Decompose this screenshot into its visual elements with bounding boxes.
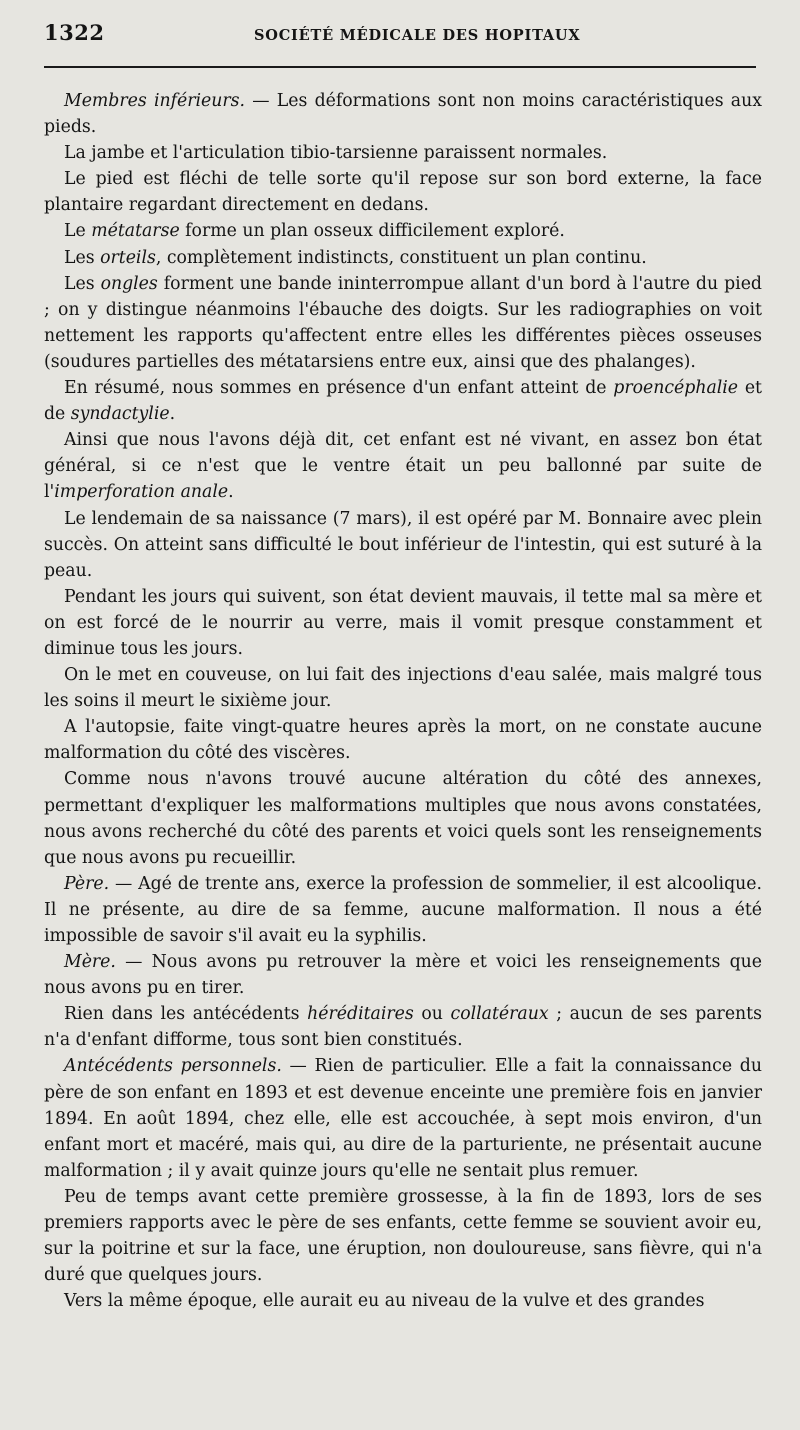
paragraph <box>44 166 762 218</box>
text-run: — Rien de particulier. Elle a fait la connaissance du père de son enfant en 1893 et est devenue enceinte une première fois en janvier 1894. En août 1894, chez elle, elle est accouchée, à sept mois environ, d'un enfant mort et macéré, mais qui, au dire de la parturiente, ne présentait aucune malformation ; il y avait quinze jours qu'elle ne sentait plus remuer. <box>44 1056 762 1181</box>
text-run: — Les déformations sont non moins caractéristiques aux pieds. <box>44 91 762 138</box>
italic-run: imperforation anale <box>54 482 229 503</box>
paragraph <box>44 871 762 949</box>
header-rule <box>44 66 756 68</box>
paragraph <box>44 88 762 140</box>
italic-run: proencéphalie <box>613 378 739 399</box>
paragraph <box>44 714 762 766</box>
running-head: SOCIÉTÉ MÉDICALE DES HOPITAUX <box>254 27 581 44</box>
text-run: . <box>169 404 176 425</box>
italic-run: Père. <box>64 873 110 894</box>
paragraph <box>44 1053 762 1183</box>
text-run: — Nous avons pu retrouver la mère et voici les renseignements que nous avons pu en tirer. <box>44 952 762 999</box>
text-run: Peu de temps avant cette première grossesse, à la fin de 1893, lors de ses premiers rapports avec le père de ses enfants, cette femme se souvient avoir eu, sur la poitrine et sur la face, une éruption, non douloureuse, sans fièvre, qui n'a duré que quelques jours. <box>44 1186 762 1286</box>
paragraph <box>44 140 762 166</box>
italic-run: Antécédents personnels. <box>64 1056 282 1077</box>
text-run: ; aucun de ses parents n'a d'enfant difforme, tous sont bien constitués. <box>44 1004 762 1051</box>
paragraph <box>44 506 762 584</box>
text-run: En résumé, nous sommes en présence d'un enfant atteint de <box>64 378 614 399</box>
body-text <box>44 88 762 1314</box>
italic-run: métatarse <box>91 221 180 242</box>
text-run: Le <box>64 221 92 242</box>
paragraph <box>44 662 762 714</box>
text-run: forment une bande ininterrompue allant d'un bord à l'autre du pied ; on y distingue néanmoins l'ébauche des doigts. Sur les radiographies on voit nettement les rapports qu'affectent entre elles les différentes pièces osseuses (soudures partielles des métatarsiens entre eux, ainsi que des phalanges). <box>44 273 762 372</box>
text-run: Les <box>64 273 101 294</box>
text-run: Les <box>64 247 101 268</box>
text-run: Pendant les jours qui suivent, son état devient mauvais, il tette mal sa mère et on est forcé de le nourrir au verre, mais il vomit presque constamment et diminue tous les jours. <box>44 586 762 659</box>
text-run: On le met en couveuse, on lui fait des injections d'eau salée, mais malgré tous les soins il meurt le sixième jour. <box>44 665 762 712</box>
text-run: — Agé de trente ans, exerce la profession de sommelier, il est alcoolique. Il ne présente, au dire de sa femme, aucune malformation. Il nous a été impossible de savoir s'il avait eu la syphilis. <box>44 873 762 946</box>
italic-run: Mère. <box>64 952 116 973</box>
paragraph <box>44 271 762 375</box>
text-run: Vers la même époque, elle aurait eu au niveau de la vulve et des grandes <box>64 1291 705 1312</box>
paragraph <box>44 1001 762 1053</box>
paragraph <box>44 1184 762 1288</box>
text-run: La jambe et l'articulation tibio-tarsienne paraissent normales. <box>64 143 608 164</box>
text-run: Le pied est fléchi de telle sorte qu'il repose sur son bord externe, la face plantaire regardant directement en dedans. <box>44 169 762 216</box>
text-run: Comme nous n'avons trouvé aucune altération du côté des annexes, permettant d'expliquer les malformations multiples que nous avons constatées, nous avons recherché du côté des parents et voici quels sont les renseignements que nous avons pu recueillir. <box>44 769 762 868</box>
page-number: 1322 <box>44 20 105 45</box>
text-run: Ainsi que nous l'avons déjà dit, cet enfant est né vivant, en assez bon état général, si ce n'est que le ventre était un peu ballonné par suite de l' <box>44 430 762 503</box>
paragraph <box>44 766 762 870</box>
text-run: Le lendemain de sa naissance (7 mars), il est opéré par M. Bonnaire avec plein succès. On atteint sans difficulté le bout inférieur de l'intestin, qui est suturé à la peau. <box>44 508 762 581</box>
text-run: et de <box>44 378 762 425</box>
paragraph <box>44 949 762 1001</box>
text-run: Rien dans les antécédents <box>64 1004 308 1025</box>
paragraph <box>44 1288 762 1314</box>
paragraph <box>44 245 762 271</box>
italic-run: orteils <box>100 247 156 268</box>
paragraph <box>44 375 762 427</box>
italic-run: syndactylie <box>70 404 170 425</box>
text-run: A l'autopsie, faite vingt-quatre heures après la mort, on ne constate aucune malformation du côté des viscères. <box>44 717 762 764</box>
italic-run: Membres inférieurs. <box>64 91 246 111</box>
page-header <box>44 18 756 58</box>
text-run: ou <box>413 1004 451 1025</box>
text-run: forme un plan osseux difficilement exploré. <box>179 221 565 242</box>
paragraph <box>44 584 762 662</box>
text-run: , complètement indistincts, constituent un plan continu. <box>155 247 647 268</box>
italic-run: collatéraux <box>450 1004 549 1025</box>
paragraph <box>44 427 762 505</box>
italic-run: héréditaires <box>307 1004 414 1025</box>
italic-run: ongles <box>100 273 158 294</box>
text-run: . <box>228 482 234 503</box>
paragraph <box>44 218 762 244</box>
